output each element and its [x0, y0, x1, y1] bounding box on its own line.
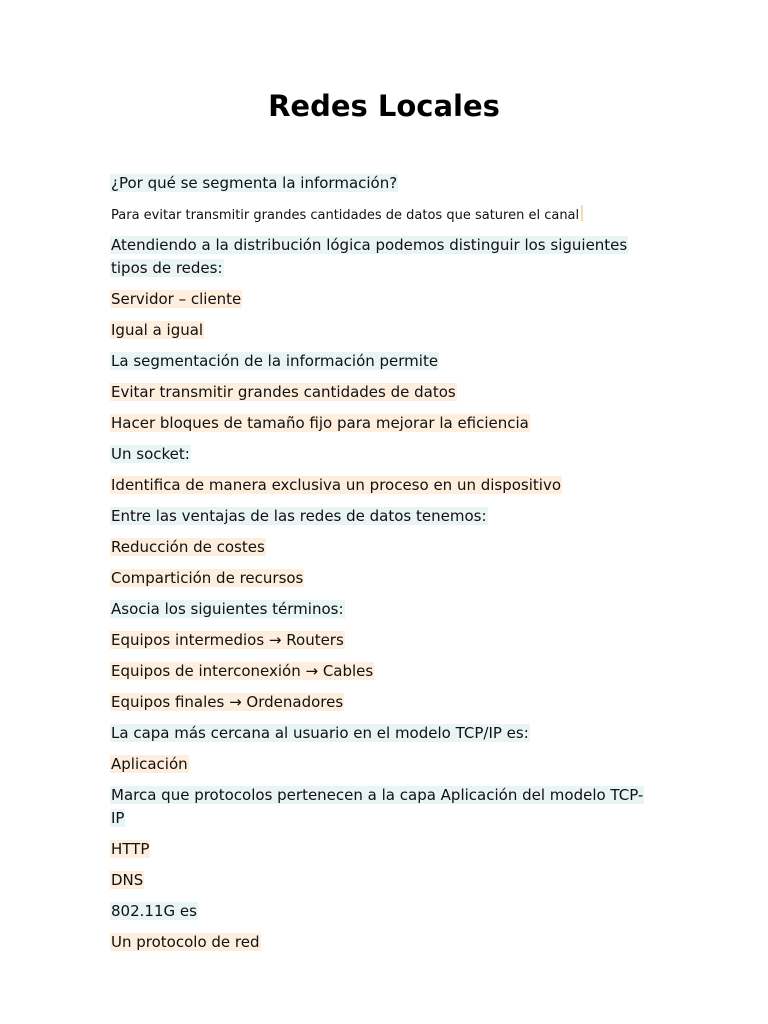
question-text: Marca que protocolos pertenecen a la capa Aplicación del modelo TCP-IP: [111, 786, 644, 827]
question-line: [110, 505, 650, 528]
answer-line: [110, 691, 650, 714]
answer-text: Identifica de manera exclusiva un proceso en un dispositivo: [111, 476, 562, 494]
question-text: ¿Por qué se segmenta la información?: [111, 174, 398, 192]
answer-text: Servidor – cliente: [111, 290, 242, 308]
answer-line: [110, 838, 650, 861]
answer-line: [110, 869, 650, 892]
answer-text: Hacer bloques de tamaño fijo para mejorar la eficiencia: [111, 414, 529, 432]
question-line: [110, 784, 650, 830]
answer-text: Compartición de recursos: [111, 569, 304, 587]
answer-text: DNS: [111, 871, 144, 889]
answer-text: Igual a igual: [111, 321, 204, 339]
question-line: [110, 443, 650, 466]
question-text: Un socket:: [111, 445, 190, 463]
document-body: [110, 172, 650, 962]
document-title: Redes Locales: [268, 89, 500, 123]
answer-line: [110, 660, 650, 683]
question-text: La capa más cercana al usuario en el modelo TCP/IP es:: [111, 724, 529, 742]
question-text: Entre las ventajas de las redes de datos tenemos:: [111, 507, 487, 525]
question-line: [110, 234, 650, 280]
question-line: [110, 722, 650, 745]
answer-line: [110, 319, 650, 342]
answer-text: Equipos de interconexión → Cables: [111, 662, 374, 680]
question-line: [110, 172, 650, 195]
question-line: [110, 350, 650, 373]
answer-line: [110, 381, 650, 404]
answer-text: HTTP: [111, 840, 150, 858]
answer-line: [110, 536, 650, 559]
answer-line: [110, 567, 650, 590]
question-text: Asocia los siguientes términos:: [111, 600, 344, 618]
cursor-mark: [581, 205, 583, 221]
answer-line: [110, 412, 650, 435]
answer-text: Evitar transmitir grandes cantidades de datos: [111, 383, 456, 401]
question-line: [110, 900, 650, 923]
answer-text: Un protocolo de red: [111, 933, 260, 951]
answer-line: [110, 474, 650, 497]
answer-line: [110, 931, 650, 954]
answer-text: Reducción de costes: [111, 538, 265, 556]
answer-note-text: Para evitar transmitir grandes cantidades de datos que saturen el canal: [111, 208, 580, 223]
answer-text: Aplicación: [111, 755, 188, 773]
question-line: [110, 598, 650, 621]
answer-line: [110, 629, 650, 652]
answer-line: [110, 288, 650, 311]
answer-note-line: [110, 205, 650, 226]
answer-text: Equipos finales → Ordenadores: [111, 693, 344, 711]
question-text: Atendiendo a la distribución lógica podemos distinguir los siguientes tipos de redes:: [111, 236, 628, 277]
question-text: La segmentación de la información permite: [111, 352, 439, 370]
answer-text: Equipos intermedios → Routers: [111, 631, 344, 649]
answer-line: [110, 753, 650, 776]
question-text: 802.11G es: [111, 902, 197, 920]
